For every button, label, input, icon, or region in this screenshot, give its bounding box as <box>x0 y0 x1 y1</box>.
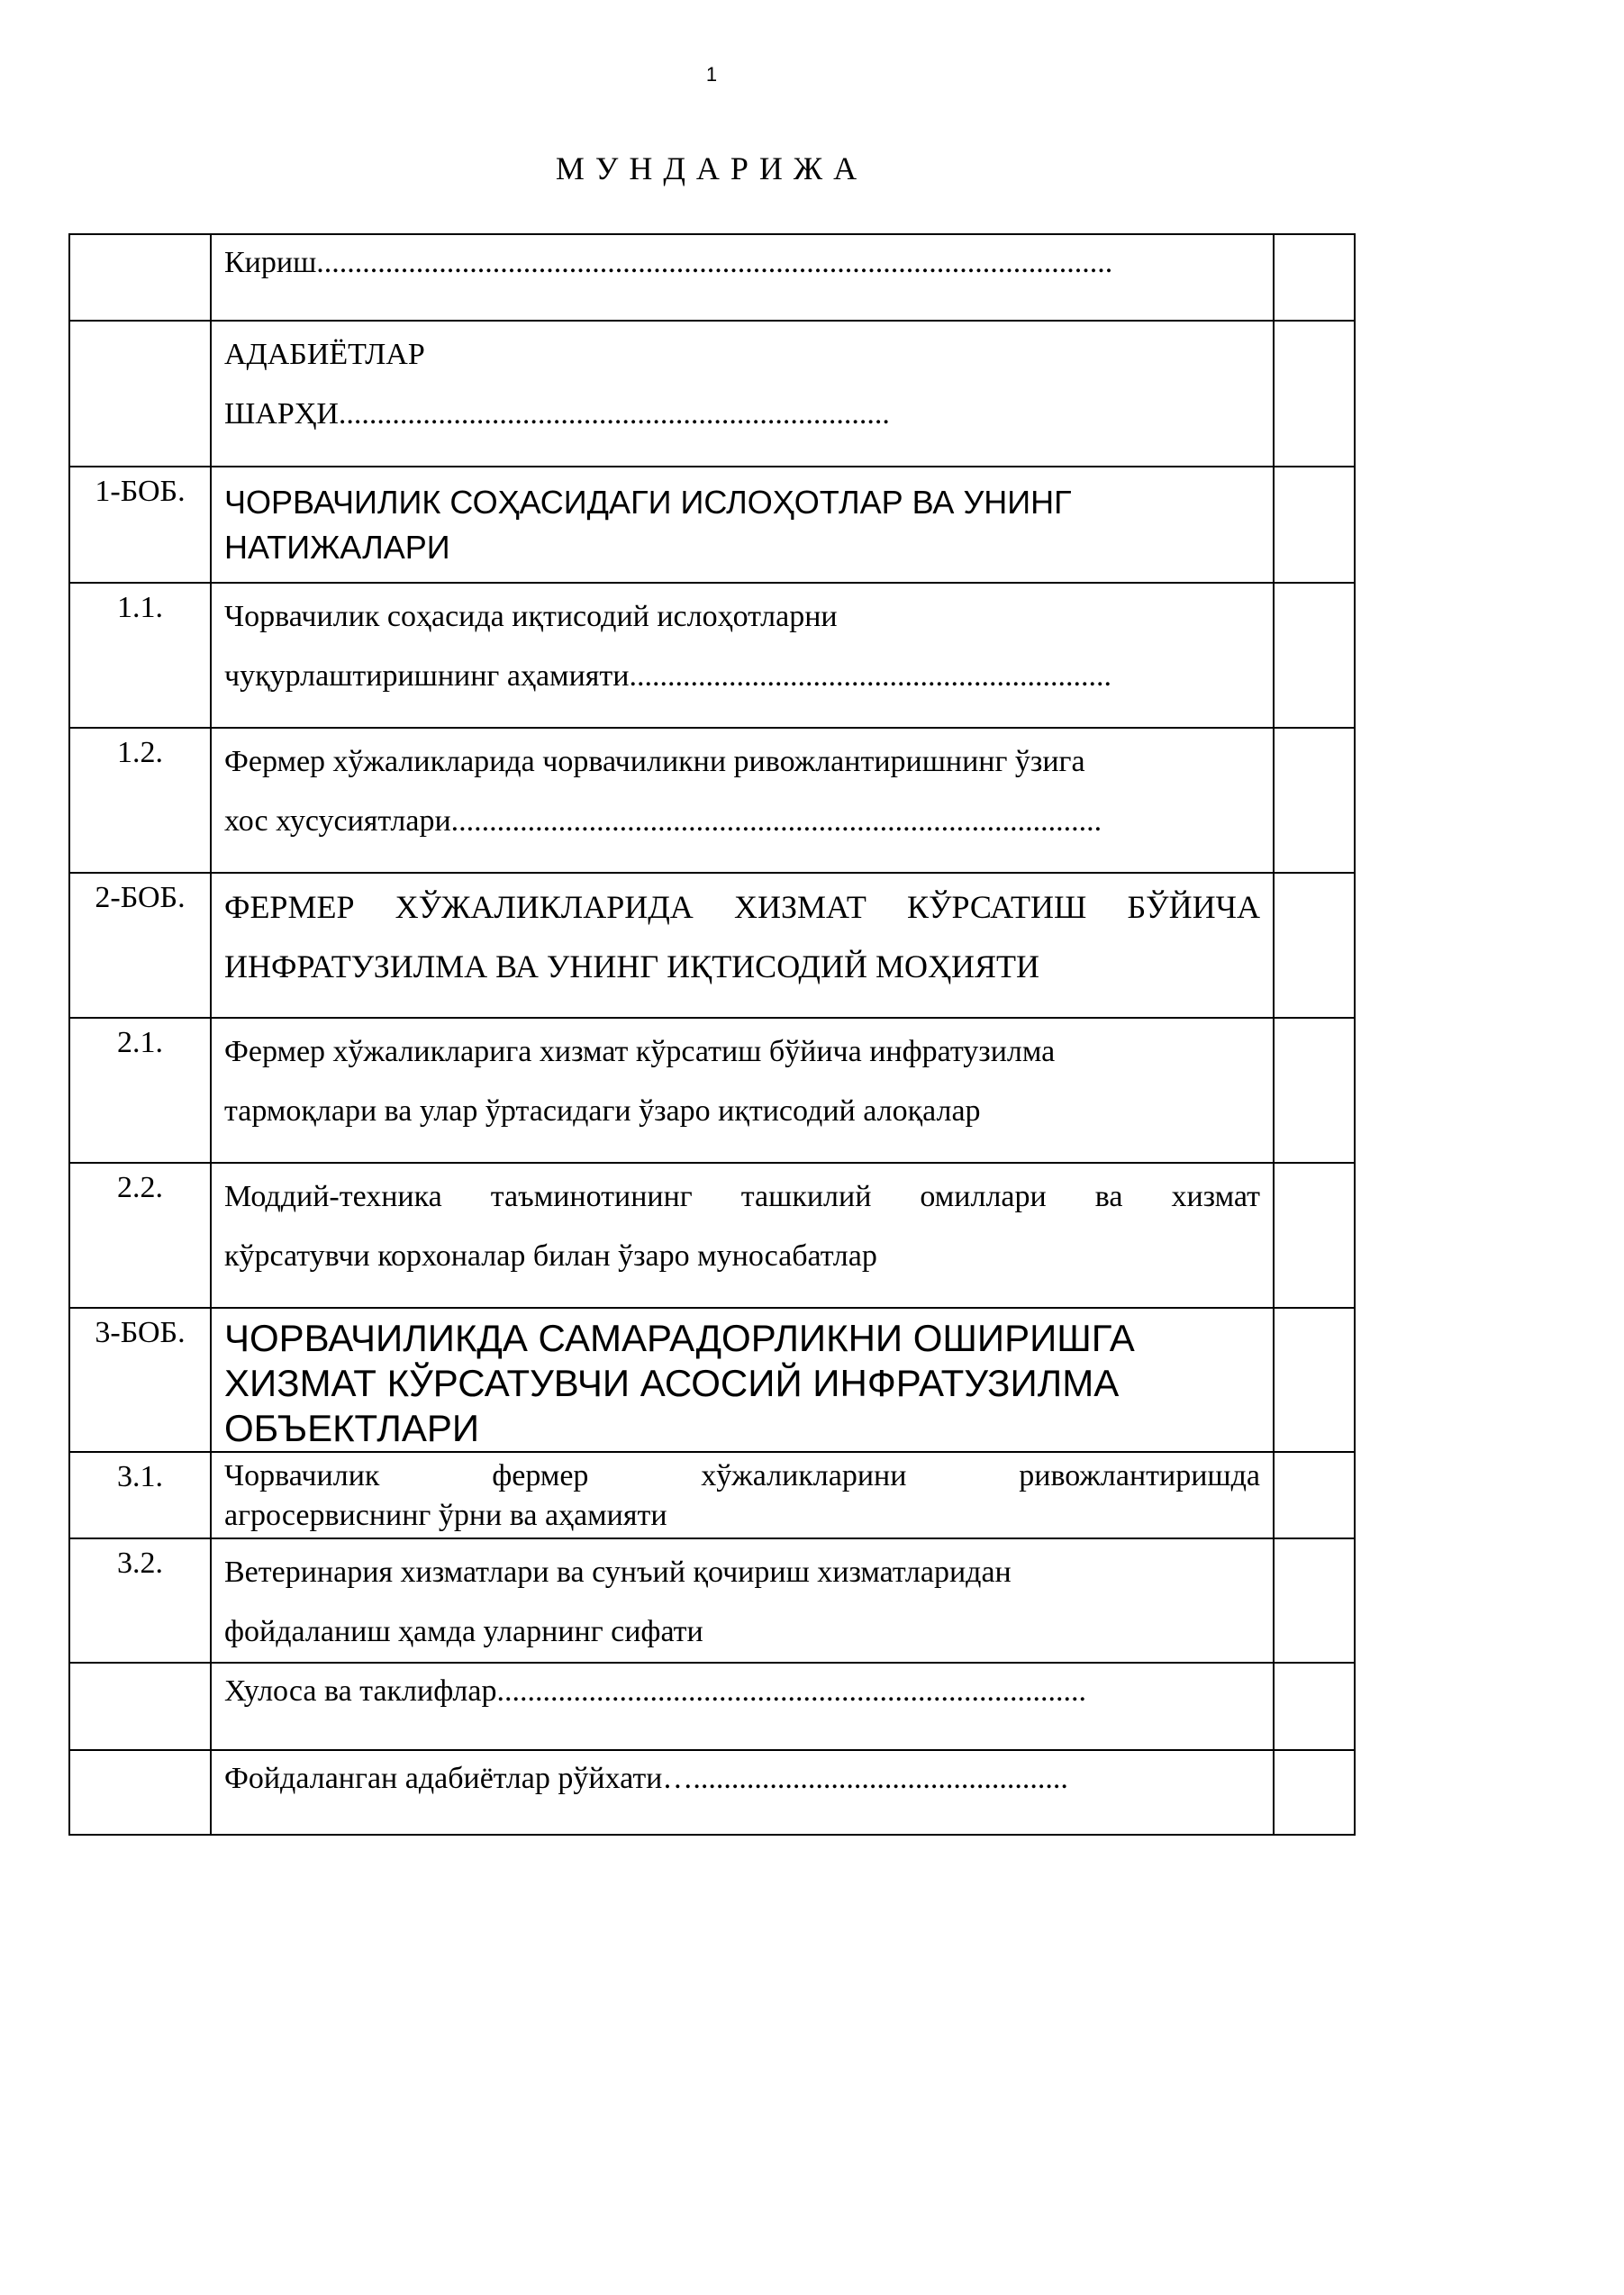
toc-number <box>69 321 211 467</box>
toc-row <box>69 1308 1355 1452</box>
toc-line: Фойдаланган адабиётлар рўйхати…................................................. <box>224 1762 1068 1795</box>
toc-entry <box>211 1018 1274 1163</box>
toc-line: Фермер хўжаликларида чорвачиликни ривожлантиришнинг ўзига <box>224 745 1085 778</box>
toc-page-cell <box>1274 1663 1355 1750</box>
toc-page-cell <box>1274 467 1355 583</box>
toc-line: Фермер хўжаликларига хизмат кўрсатиш бўйича инфратузилма <box>224 1035 1056 1068</box>
toc-line: Кириш........................................................................................................ <box>224 246 1113 279</box>
toc-entry <box>211 583 1274 728</box>
toc-page-cell <box>1274 728 1355 873</box>
toc-number: 1-БОБ. <box>69 467 211 583</box>
toc-page-cell <box>1274 1163 1355 1308</box>
toc-line: Ветеринария хизматлари ва сунъий қочириш хизматларидан <box>224 1556 1012 1589</box>
chapter-heading: ЧОРВАЧИЛИКДА САМАРАДОРЛИКНИ ОШИРИШГА ХИЗМАТ КЎРСАТУВЧИ АСОСИЙ ИНФРАТУЗИЛМА ОБЪЕКТЛАРИ <box>224 1317 1135 1449</box>
toc-line: чуқурлаштиришнинг аҳамияти............................................................... <box>224 659 1111 693</box>
toc-page-cell <box>1274 1452 1355 1538</box>
toc-number: 2.2. <box>69 1163 211 1308</box>
toc-row <box>69 321 1355 467</box>
toc-line: кўрсатувчи корхоналар билан ўзаро муносабатлар <box>224 1239 877 1273</box>
toc-page-cell <box>1274 321 1355 467</box>
toc-number: 2-БОБ. <box>69 873 211 1018</box>
toc-entry <box>211 1163 1274 1308</box>
toc-entry <box>211 1663 1274 1750</box>
toc-number <box>69 234 211 321</box>
toc-row <box>69 873 1355 1018</box>
toc-number: 1.2. <box>69 728 211 873</box>
toc-page-cell <box>1274 873 1355 1018</box>
toc-line: хос хусусиятлари..................................................................................... <box>224 804 1102 838</box>
chapter-heading-line: ФЕРМЕР ХЎЖАЛИКЛАРИДА ХИЗМАТ КЎРСАТИШ БЎЙИЧА <box>224 889 1260 925</box>
toc-entry <box>211 873 1274 1018</box>
toc-row <box>69 1750 1355 1835</box>
toc-number: 1.1. <box>69 583 211 728</box>
toc-row <box>69 1538 1355 1663</box>
toc-line: Чорвачилик фермер хўжаликларини ривожлантиришда <box>224 1459 1260 1492</box>
chapter-heading-line: ИНФРАТУЗИЛМА ВА УНИНГ ИҚТИСОДИЙ МОҲИЯТИ <box>224 948 1039 984</box>
toc-row <box>69 728 1355 873</box>
toc-number: 2.1. <box>69 1018 211 1163</box>
toc-row <box>69 1452 1355 1538</box>
toc-row <box>69 583 1355 728</box>
toc-entry <box>211 467 1274 583</box>
toc-line: агросервиснинг ўрни ва аҳамияти <box>224 1499 667 1532</box>
toc-page-cell <box>1274 1538 1355 1663</box>
toc-entry <box>211 1308 1274 1452</box>
toc-row <box>69 234 1355 321</box>
toc-row <box>69 1163 1355 1308</box>
toc-number <box>69 1663 211 1750</box>
toc-line: АДАБИЁТЛАР <box>224 338 425 371</box>
toc-number: 3.2. <box>69 1538 211 1663</box>
toc-entry <box>211 728 1274 873</box>
toc-page-cell <box>1274 1750 1355 1835</box>
document-title: МУНДАРИЖА <box>555 150 868 186</box>
page-number: 1 <box>705 63 718 86</box>
toc-row <box>69 1663 1355 1750</box>
toc-entry <box>211 234 1274 321</box>
toc-row <box>69 1018 1355 1163</box>
chapter-heading: ЧОРВАЧИЛИК СОҲАСИДАГИ ИСЛОҲОТЛАР ВА УНИНГ НАТИЖАЛАРИ <box>224 484 1072 566</box>
toc-line: тармоқлари ва улар ўртасидаги ўзаро иқтисодий алоқалар <box>224 1094 981 1128</box>
toc-line: фойдаланиш ҳамда уларнинг сифати <box>224 1615 703 1648</box>
toc-entry <box>211 1538 1274 1663</box>
toc-entry <box>211 1452 1274 1538</box>
toc-page-cell <box>1274 583 1355 728</box>
toc-page-cell <box>1274 1308 1355 1452</box>
toc-line: Хулоса ва таклифлар............................................................................. <box>224 1674 1086 1708</box>
toc-page-cell <box>1274 234 1355 321</box>
toc-entry <box>211 1750 1274 1835</box>
table-of-contents <box>68 233 1356 1836</box>
toc-entry <box>211 321 1274 467</box>
toc-number <box>69 1750 211 1835</box>
toc-line: Моддий-техника таъминотининг ташкилий омиллари ва хизмат <box>224 1180 1260 1213</box>
toc-line: ШАРҲИ........................................................................ <box>224 397 890 431</box>
toc-line: Чорвачилик соҳасида иқтисодий ислоҳотларни <box>224 600 838 633</box>
toc-row <box>69 467 1355 583</box>
toc-page-cell <box>1274 1018 1355 1163</box>
toc-number: 3.1. <box>69 1452 211 1538</box>
toc-number: 3-БОБ. <box>69 1308 211 1452</box>
